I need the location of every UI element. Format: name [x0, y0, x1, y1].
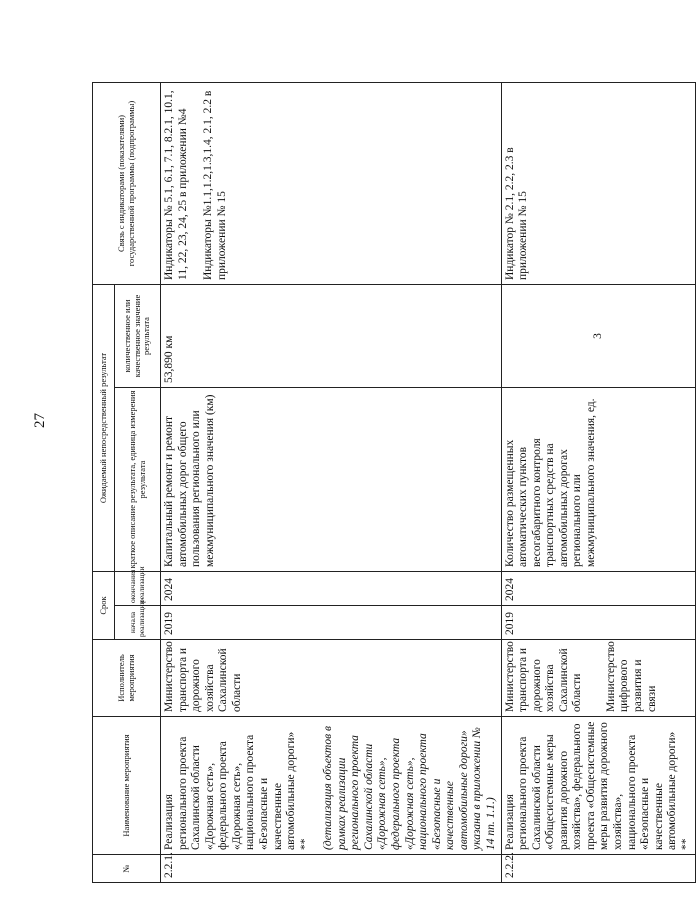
row-name [161, 717, 502, 855]
rotated-table-wrapper [92, 83, 692, 883]
table-row [501, 83, 696, 883]
row-executor-main: Министерство транспорта и дорожного хозяйства Сахалинской области [503, 641, 584, 712]
row-result-desc: Количество размещенных автоматических пунктов весогабаритного контроля транспортных средств на автомобильных дорогах регионального или межмуниципального значения, ед. [501, 388, 696, 572]
row-end: 2024 [161, 572, 502, 606]
row-result-value: 3 [501, 285, 696, 388]
row-link [501, 83, 696, 285]
header-term-end: окончания реализации [115, 572, 161, 606]
row-executor-secondary: Министерство цифрового развития и связи [604, 641, 658, 712]
row-link-1: Индикатор № 2.1, 2.2, 2.3 в приложении № 15 [503, 147, 530, 280]
activities-table [92, 82, 696, 883]
row-num: 2.2.1. [161, 855, 502, 883]
row-name-main: Реализация регионального проекта Сахалинской области «Общесистемные меры развития дорожного хозяйства», федерального проекта «Общесистемные меры развития дорожного хозяйства», национального проекта «Безопасные и качественные автомобильные дороги» ** [503, 721, 692, 850]
header-row-1 [93, 83, 115, 883]
row-start: 2019 [501, 606, 696, 640]
header-term: Срок [93, 572, 115, 640]
row-name [501, 717, 696, 855]
header-num: № [93, 855, 161, 883]
page-number: 27 [32, 413, 48, 428]
header-term-start: начала реализации [115, 606, 161, 640]
row-executor [161, 640, 502, 717]
row-link-1: Индикаторы № 5.1, 6.1, 7.1, 8.2.1, 10.1, 11, 22, 23, 24, 25 в приложении №4 [163, 90, 189, 280]
row-result-desc: Капитальный ремонт и ремонт автомобильных дорог общего пользования регионального или межмуниципального значения (км) [161, 388, 502, 572]
row-end: 2024 [501, 572, 696, 606]
header-result-value: количественное или качественное значение результата [115, 285, 161, 388]
header-executor: Исполнитель мероприятия [93, 640, 161, 717]
row-num: 2.2.2. [501, 855, 696, 883]
row-link [161, 83, 502, 285]
header-link: Связь с индикаторами (показателями) государственной программы (подпрограммы) [93, 83, 161, 285]
header-name: Наименование мероприятия [93, 717, 161, 855]
table-row [161, 83, 502, 883]
header-result: Ожидаемый непосредственный результат [93, 285, 115, 572]
row-start: 2019 [161, 606, 502, 640]
row-name-detail: (детализация объектов в рамках реализации регионального проекта Сахалинской области «Дорожная сеть», федерального проекта «Дорожная сеть», национального проекта «Безопасные и качественные автомобильные дороги» указана в приложении № 14 пп. 1.1.) [322, 726, 497, 850]
row-result-value: 53,890 км [161, 285, 502, 388]
row-link-2: Индикаторы №1.1,1.2,1.3,1.4, 2.1, 2.2 в приложении № 15 [202, 90, 228, 280]
row-name-main: Реализация регионального проекта Сахалинской области «Дорожная сеть», федерального проекта «Дорожная сеть», национального проекта «Безопасные и качественные автомобильные дороги» ** [163, 731, 311, 850]
row-executor-main: Министерство транспорта и дорожного хозяйства Сахалинской области [163, 641, 243, 712]
header-result-desc: краткое описание результата, единица измерения результата [115, 388, 161, 572]
row-executor [501, 640, 696, 717]
